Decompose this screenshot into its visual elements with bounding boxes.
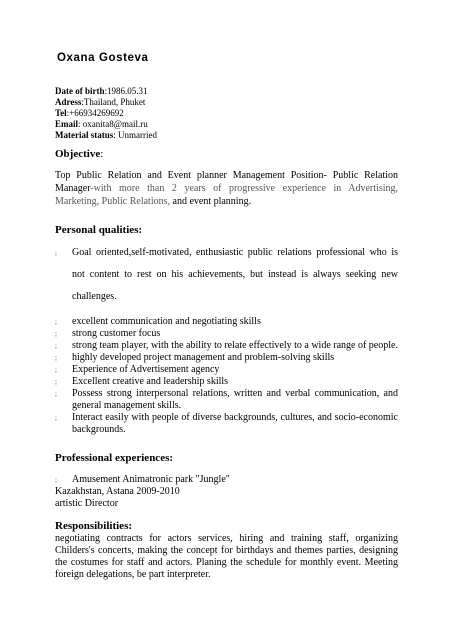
info-marital-status: Material status: Unmarried [55,130,157,140]
info-birth-date: Date of birth:1986.05.31 [55,86,148,96]
experience-location: Kazakhstan, Astana 2009-2010 [55,486,180,497]
list-item: ; strong team player, with the ability to relate effectively to a wide range of people. [55,340,398,351]
responsibilities-heading: Responsibilities: [55,520,133,532]
list-item: ; Goal oriented,self-motivated, enthusiastic public relations professional who is not content to rest on his achievements, but instead is always seeking new challenges. [55,247,398,302]
responsibilities-text: negotiating contracts for actors services, hiring and training staff, organizing Childers's concerts, making the concept for birthdays and themes parties, designing the costumes for staff and actors. Planing the schedule for monthly event. Meeting foreign delegations, be part interpreter. [55,533,398,580]
list-item: ; Possess strong interpersonal relations, written and verbal communication, and general management skills. [55,388,398,411]
qualities-list [55,242,398,436]
personal-qualities-heading: Personal qualities: [55,224,143,236]
personal-info [55,86,157,141]
list-item: ; Experience of Advertisement agency [55,364,220,375]
list-item: ; highly developed project management and problem-solving skills [55,352,335,363]
list-item: ; strong customer focus [55,328,161,339]
info-email: Email: oxanita8@mail.ru [55,119,148,129]
info-address: Adress:Thailand, Phuket [55,97,146,107]
experience-position: artistic Director [55,498,119,509]
list-item: ; Interact easily with people of diverse backgrounds, cultures, and socio-economic backgrounds. [55,412,398,435]
info-phone: Tel:+66934269692 [55,108,124,118]
objective-text: Top Public Relation and Event planner Management Position- Public Relation Manager-with more than 2 years of progressive experience in Advertising, Marketing, Public Relations, and event planning. [55,170,398,207]
candidate-name: Oxana Gosteva [57,52,149,64]
list-item: ; Excellent creative and leadership skills [55,376,229,387]
professional-experience-heading: Professional experiences: [55,452,174,464]
experience-employer: ; Amusement Animatronic park "Jungle" [55,474,230,485]
list-item: ; excellent communication and negotiating skills [55,316,261,327]
objective-heading: Objective: [55,148,104,160]
experience-entry [55,474,398,510]
